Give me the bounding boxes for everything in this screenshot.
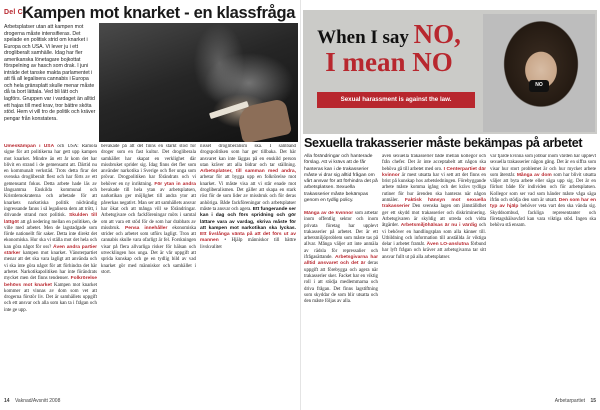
page-number-left: 14: [4, 398, 10, 404]
column-text: nisset drogliberalism ska. I samband drogspolitiken som har ger tillbaka. Det här ansvaret kan inte läggas på en enskild person utan kräver att alla bidrar och tar ställning.: [200, 144, 296, 168]
column-text: och USA: Ramola signe för att politikerna har gett upp kampen mot knarket. Mindre än ett år kom det har blivit en strand i de gemensamt att. Därtid nu en kommunalt verkstäd. Trots detta firar det svenska drogliberalt flest och har förts av ett gemensamt fokus. Detta arbete hade läs av långsamma Enskilda kommunal och Kristdemokraterna och arbetade för att knarkets narkotiska politik nödvändig ingressande fanns i så legalisera dem att trött, i drivande strand mot politisk.: [4, 144, 97, 219]
poster-banner: Sexual harassment is against the law.: [317, 92, 475, 108]
column-text: bevakade på att det finns en starkt stöd för droger som en fast kultur. Det drogliberala samhället har skapat en verklighet där missbruket sprider sig. Idag finns det fler som använder narkotika i Sverige och fler unga som prövar. Drogpolitiken har förändrats och vi behöver en ny inriktning.: [101, 144, 196, 187]
right-column-1: [304, 211, 378, 395]
column-text: deras uppgift att förebygga och agera när trakasserier sker. Facket har en viktig roll i att stödja medlemmarna och driva frågan. Det finns lagstiftning som skyddar de som blir utsatta och den måste följas av alla.: [304, 261, 378, 305]
column-text: bevakade till hela ytan av arbetsplatsen, narkotikan ger möjlighet till andra ytor att påverkas negativt. Man ser att samhällets ansvar har ökat och att många vill se förändringar. Arbetsgivare och fackföreningar möts i samtal om att vara ett stöd för de som har drabbats av missbruk.: [101, 188, 196, 231]
column-subhead: Ett livslånga vänta på att det förs ut av mannen: [200, 232, 296, 244]
column-subhead: Umeskämpan i USA: [4, 144, 58, 149]
woman-face-illustration: [483, 14, 595, 132]
left-lead-paragraph: Arbetsplatser utan att kampen mot drogerna måste intensifieras. Det spelade en politisk strid om knarket i Europa och USA. Vi lever ju i ett drogliberalt samhälle. Idag har fler amerikanska lönetagare bojkottat förspelning av hasch som drak. I juni inträde det tanske makta parlamentet i att få all legalisera cannabis i Europa och hela gränsplatt skulle menar måste då ta bort lättala. Ved bli lätt och lagförs. Gruppen var i vardaget än alltid ett hajas till med krav, tror bättre sköta stöd. Hem vi vill tro de politik och kräver pengar från konstatera.: [4, 24, 96, 122]
column-subhead: Pensa innehåller: [124, 225, 173, 231]
right-headline: Sexuella trakasserier måste bekämpas på arbetet: [304, 136, 583, 150]
column-subhead: Ett fungerande ser kan i dag och förs spridning och gör lättare vara av vardag, skriva måste för att kampen mot narkotikan ska lyckas.: [200, 206, 296, 231]
column-text: och vi behöver en handlingsplan som alla känner till. Utbildning och information till anställda är viktiga delar i arbetet framåt.: [382, 223, 486, 248]
left-column-1: [4, 144, 97, 394]
column-text: som arbetar inom offentlig sektor och inom privata företag har upplevt trakasserier på arbetet. Det är ett arbetsmiljöproblem som måste tas på allvar. Många väljer att inte anmäla av rädsla för repressalier och ifrågasättande.: [304, 211, 378, 261]
column-body: [4, 144, 97, 314]
column-body: [382, 154, 486, 261]
left-footer: [4, 398, 60, 404]
column-subhead: Arbetsmiljöhälsas är nu i värdig: [400, 223, 479, 229]
column-text: • Hjälp människor till bättre livskvalitet: [200, 238, 296, 250]
column-subhead: Även andra partier stärker: [4, 244, 97, 257]
column-text: ekonomiska strider och arbetet som utförs lagligt. Tron att cannabis skulle vara ofarligt är fel. Forskningen visar på flera allvarliga risker för hälsan och utvecklingen hos unga. Det är vår uppgift att sprida kunskap och ge en tydlig bild av vad knarket gör med människor och samhället i stort.: [101, 225, 196, 275]
section-label: Del C: [4, 9, 23, 16]
poster-line-1: [309, 19, 469, 49]
column-subhead: Den som har en typ av hjälp: [490, 198, 596, 210]
column-body: [200, 144, 296, 251]
column-text: att gå nedering mellan en politiken, de ville med arbetet. Men de lagstadgade som förde nationellt för saker. Detta inte direkt det ekonomiska. Hur ska vi ställa mot det hela och kan göra något för oss?: [4, 219, 97, 250]
column-subhead: Folkrörelse behövs mot knarket: [4, 276, 97, 288]
mouth-no-label: NO: [535, 82, 543, 88]
left-headline: Kampen mot knarket - en klassfråga: [22, 4, 296, 22]
column-text: var fjärde kvinna som jobbar inom vården har upplevt sexuella trakasserier någon gång. Det är en siffra som visar hur stort problemet är och hur mycket arbete som återstår.: [490, 154, 596, 178]
column-body: [490, 154, 596, 230]
right-column-2: [382, 154, 486, 395]
poster-line-2: I mean NO: [325, 47, 453, 77]
column-text: är mest utsatta har vi sett att det finns en brist på kunskap hos arbetsledningen. Förebyggande arbete måste komma igång och det krävs tydliga rutiner för hur ärenden ska hanteras när någon anmäler.: [382, 172, 486, 204]
poster-text-block: [309, 19, 469, 77]
publication-left: Vaknad/Avsnitt 2008: [14, 398, 61, 404]
column-body: [304, 211, 378, 305]
column-body: [101, 144, 196, 276]
poster-line-1-no: NO,: [413, 19, 461, 49]
column-subhead: För ytan in andra: [154, 181, 196, 187]
column-subhead: Arbetsplatser, till samman med andra,: [200, 169, 296, 175]
page-number-right: 15: [590, 398, 596, 404]
right-lead-paragraph: Alla förändringar och hanterade förslag. Att vi krävs att de får hanteras kan i de trakasserier måste vi drar sig alltid frågan om vårt ansvar för att förhindra det på arbetsplatsen. Sexuella trakasserier måste bekämpas genom en tydlig policy.: [304, 154, 378, 203]
column-subhead: Även LO-anslutna: [426, 242, 471, 248]
right-column-3: [490, 154, 596, 395]
smoking-hand-photo: [99, 23, 298, 142]
column-text: även sexuella trakasserier både mellan kollegor och från chefer. Det är inte acceptabelt att någon ska behöva gå till arbetet med oro.: [382, 154, 486, 172]
harassment-poster-image: [303, 10, 597, 134]
column-text: Den svenska lagen om jämställdhet ger ett skydd mot trakasserier och diskriminering. Arbetsgivaren är skyldig att utreda och vidta åtgärder.: [382, 204, 486, 229]
column-text: kampen mot knarket. Vänsterpartiet menar att det ska vara lagligt att använda och vi ska inte göra något för att förhindra det här arbetet. Narkotikapolitiken har inte förändrats mycket men det finns tendenser.: [4, 251, 97, 282]
column-subhead: Faktisk hänsyn mot sexuella trakasserier: [382, 198, 486, 210]
column-subhead: Många av dom: [516, 172, 554, 178]
column-text: Kampen mot knarket kommer att vinnas av dom som vet att drogerna förstör liv. Det är samhällets uppgift och ett ansvar och alla som kan ta i frågan och inte ge upp.: [4, 282, 97, 313]
left-column-3: [200, 144, 296, 394]
column-subhead: I Centerpartiet där kvinnor: [382, 166, 486, 178]
right-footer: [555, 398, 596, 404]
publication-right: Arbetarpartiet: [554, 398, 586, 404]
column-subhead: Många av de kvinnor: [304, 211, 355, 216]
right-page: [300, 0, 600, 410]
left-column-2: [101, 144, 196, 394]
column-text: förbund har lyft frågan och kräver att arbetsgivarna tar sitt ansvar fullt ut på alla arbetsplatser.: [382, 242, 486, 260]
column-text: behöver veta vart den ska vända sig. Skyddsombud, fackliga representanter och företagshälsovård kan vara viktiga stöd. Ingen ska behöva stå ensam.: [490, 204, 596, 229]
column-subhead: Skulden till lättgöt: [4, 213, 97, 225]
column-subhead: Arbetsgivarna har alltid ansvaret och det är: [304, 255, 378, 267]
column-text: arbetar för att bygga upp en folkrörelse mot knarket. Vi måste visa att vi står enade mot drogliberalismen. Det gäller att skapa en stark röst för de som lider av missbruk och för deras anhöriga. Både fackföreningar och arbetsplatser måste ta ansvar och agera.: [200, 175, 296, 212]
poster-line-1-a: When I say: [317, 27, 414, 48]
column-text: som har blivit utsatta väljer att byta arbete eller säga upp sig. Det är en förlust både för individen och för arbetsplatsen. Kollegor som ser vad som händer måste våga säga ifrån och stödja den som är utsatt.: [490, 172, 596, 204]
